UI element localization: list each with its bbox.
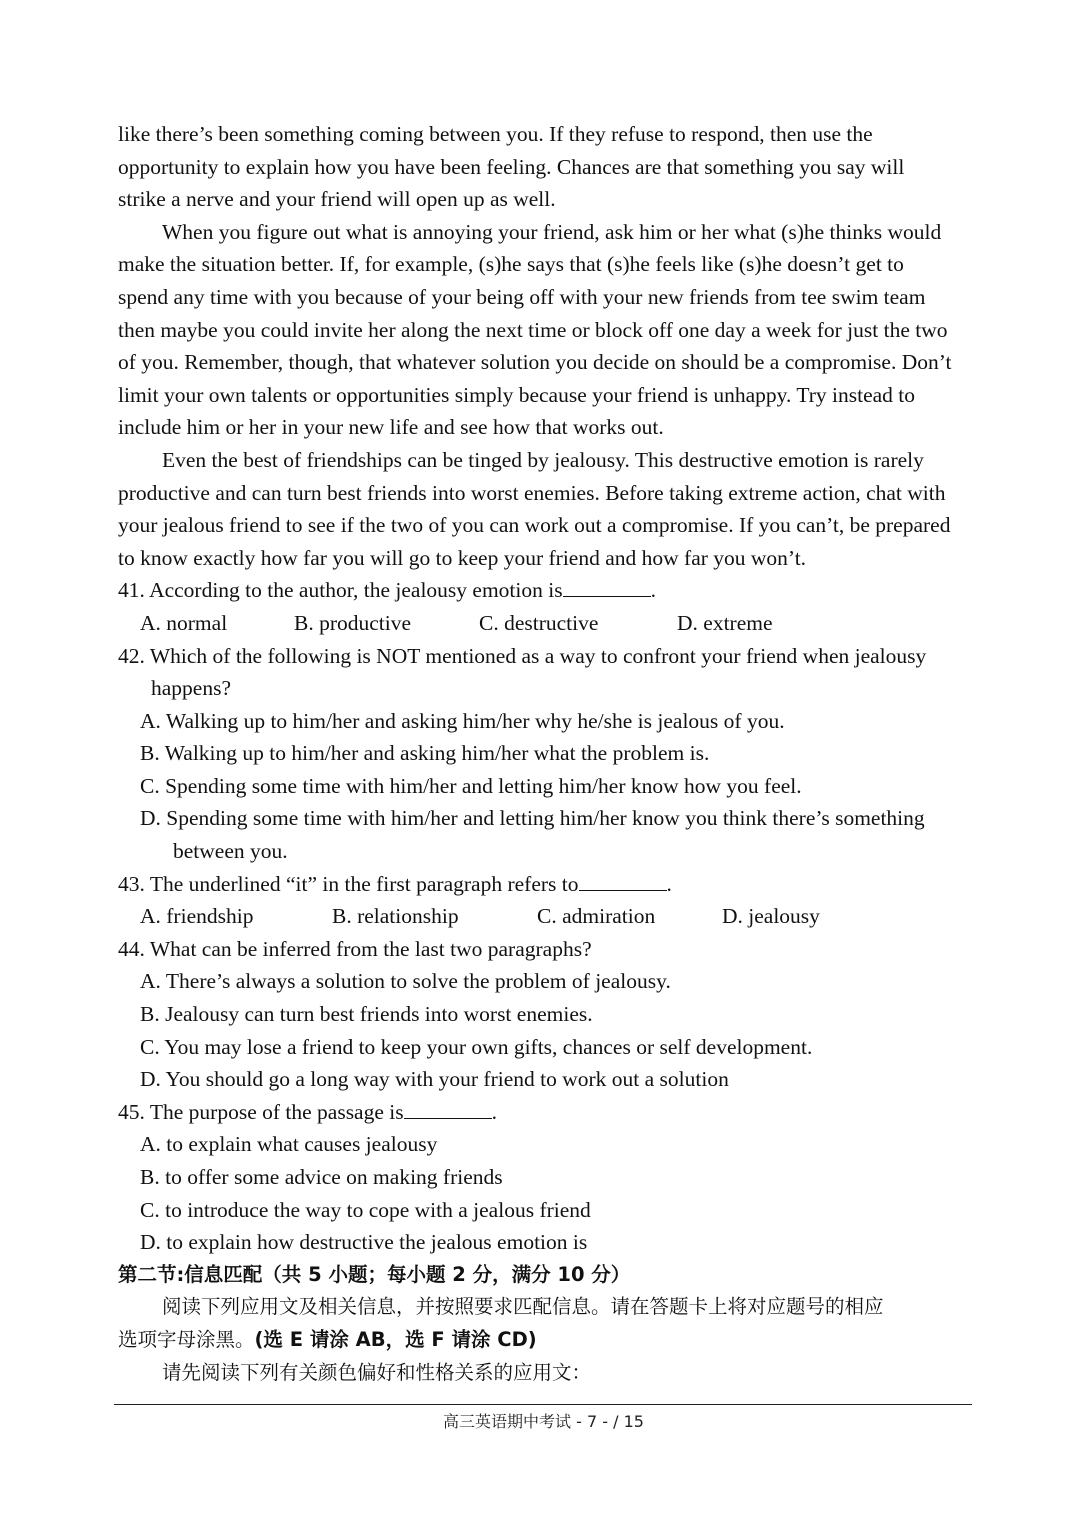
passage-paragraph-1 bbox=[118, 118, 970, 216]
option-c: C. destructive bbox=[479, 610, 599, 635]
option-c: C. You may lose a friend to keep your own gifts, chances or self development. bbox=[140, 1034, 813, 1059]
instruction-note: (选 E 请涂 AB，选 F 请涂 CD) bbox=[254, 1327, 537, 1351]
option-d: D. extreme bbox=[677, 610, 773, 635]
passage-line: Even the best of friendships can be tinged by jealousy. This destructive emotion is rarely bbox=[162, 447, 924, 472]
question-stem-text: 43. The underlined “it” in the first paragraph refers to bbox=[118, 871, 579, 896]
section-instruction-continued bbox=[118, 1324, 970, 1357]
question-stem-text: 45. The purpose of the passage is bbox=[118, 1099, 404, 1124]
option-c: C. admiration bbox=[537, 904, 656, 929]
passage-line: like there’s been something coming between you. If they refuse to respond, then use the bbox=[118, 122, 873, 146]
passage-line: When you figure out what is annoying your friend, ask him or her what (s)he thinks would bbox=[162, 219, 942, 244]
option-a: A. There’s always a solution to solve the problem of jealousy. bbox=[140, 969, 671, 994]
answer-blank bbox=[404, 1098, 492, 1119]
option-b: B. Jealousy can turn best friends into worst enemies. bbox=[140, 1002, 593, 1027]
option-b: B. relationship bbox=[332, 904, 459, 929]
answer-blank bbox=[563, 576, 651, 597]
passage-line: then maybe you could invite her along the next time or block off one day a week for just the two bbox=[118, 317, 948, 342]
passage-line: productive and can turn best friends into worst enemies. Before taking extreme action, chat with bbox=[118, 480, 946, 505]
option-a: A. friendship bbox=[140, 904, 254, 929]
passage-line: include him or her in your new life and see how that works out. bbox=[118, 415, 664, 440]
question-stem-continued: happens? bbox=[151, 676, 231, 701]
question-45 bbox=[118, 1096, 970, 1259]
question-stem: 44. What can be inferred from the last two paragraphs? bbox=[118, 936, 592, 961]
answer-blank bbox=[579, 870, 667, 891]
passage-paragraph-3 bbox=[118, 444, 970, 574]
option-b: B. productive bbox=[294, 610, 412, 635]
option-d: D. to explain how destructive the jealous emotion is bbox=[140, 1230, 588, 1255]
passage-line: strike a nerve and your friend will open up as well. bbox=[118, 187, 556, 212]
passage-line: to know exactly how far you will go to keep your friend and how far you won’t. bbox=[118, 545, 807, 570]
page-footer: 高三英语期中考试 - 7 - / 15 bbox=[443, 1412, 644, 1431]
question-43 bbox=[118, 868, 970, 933]
option-d: D. Spending some time with him/her and letting him/her know you think there’s something bbox=[140, 806, 925, 831]
question-41 bbox=[118, 574, 970, 639]
passage-paragraph-2 bbox=[118, 216, 970, 444]
passage-line: make the situation better. If, for example, (s)he says that (s)he feels like (s)he doesn’t get to bbox=[118, 252, 904, 277]
question-stem-end: . bbox=[650, 578, 656, 603]
question-options bbox=[118, 900, 970, 933]
option-d: D. You should go a long way with your friend to work out a solution bbox=[140, 1067, 729, 1092]
question-stem bbox=[118, 868, 970, 901]
question-stem-end: . bbox=[666, 871, 672, 896]
passage-line: your jealous friend to see if the two of you can work out a compromise. If you can’t, be prepared bbox=[118, 513, 951, 538]
passage-line: of you. Remember, though, that whatever solution you decide on should be a compromise. Don’t bbox=[118, 350, 952, 375]
question-44 bbox=[118, 933, 970, 1096]
option-d-continued: between you. bbox=[173, 839, 288, 864]
question-stem-end: . bbox=[491, 1099, 497, 1124]
passage-line: opportunity to explain how you have been feeling. Chances are that something you say will bbox=[118, 154, 905, 179]
question-stem: 42. Which of the following is NOT mentioned as a way to confront your friend when jealousy bbox=[118, 643, 927, 668]
option-b: B. Walking up to him/her and asking him/her what the problem is. bbox=[140, 741, 710, 766]
option-c: C. to introduce the way to cope with a jealous friend bbox=[140, 1197, 591, 1222]
option-a: A. Walking up to him/her and asking him/her why he/she is jealous of you. bbox=[140, 708, 785, 733]
question-stem-text: 41. According to the author, the jealousy emotion is bbox=[118, 578, 563, 603]
passage-line: limit your own talents or opportunities simply because your friend is unhappy. Try instead to bbox=[118, 382, 916, 407]
instruction-text: 选项字母涂黑。 bbox=[118, 1327, 255, 1351]
question-stem bbox=[118, 1096, 970, 1129]
exam-page bbox=[118, 118, 970, 1389]
section-lead-in: 请先阅读下列有关颜色偏好和性格关系的应用文： bbox=[162, 1360, 592, 1384]
section-instruction: 阅读下列应用文及相关信息，并按照要求匹配信息。请在答题卡上将对应题号的相应 bbox=[162, 1295, 884, 1319]
question-options bbox=[118, 607, 970, 640]
passage-line: spend any time with you because of your being off with your new friends from tee swim team bbox=[118, 284, 926, 309]
footer-divider bbox=[114, 1404, 972, 1405]
option-a: A. normal bbox=[140, 610, 228, 635]
option-c: C. Spending some time with him/her and letting him/her know how you feel. bbox=[140, 773, 802, 798]
option-a: A. to explain what causes jealousy bbox=[140, 1132, 438, 1157]
question-42 bbox=[118, 640, 970, 868]
section-2 bbox=[118, 1259, 970, 1389]
question-stem bbox=[118, 574, 970, 607]
option-b: B. to offer some advice on making friends bbox=[140, 1165, 503, 1189]
section-title: 第二节:信息匹配（共 5 小题；每小题 2 分，满分 10 分） bbox=[118, 1262, 631, 1286]
option-d: D. jealousy bbox=[722, 904, 820, 929]
